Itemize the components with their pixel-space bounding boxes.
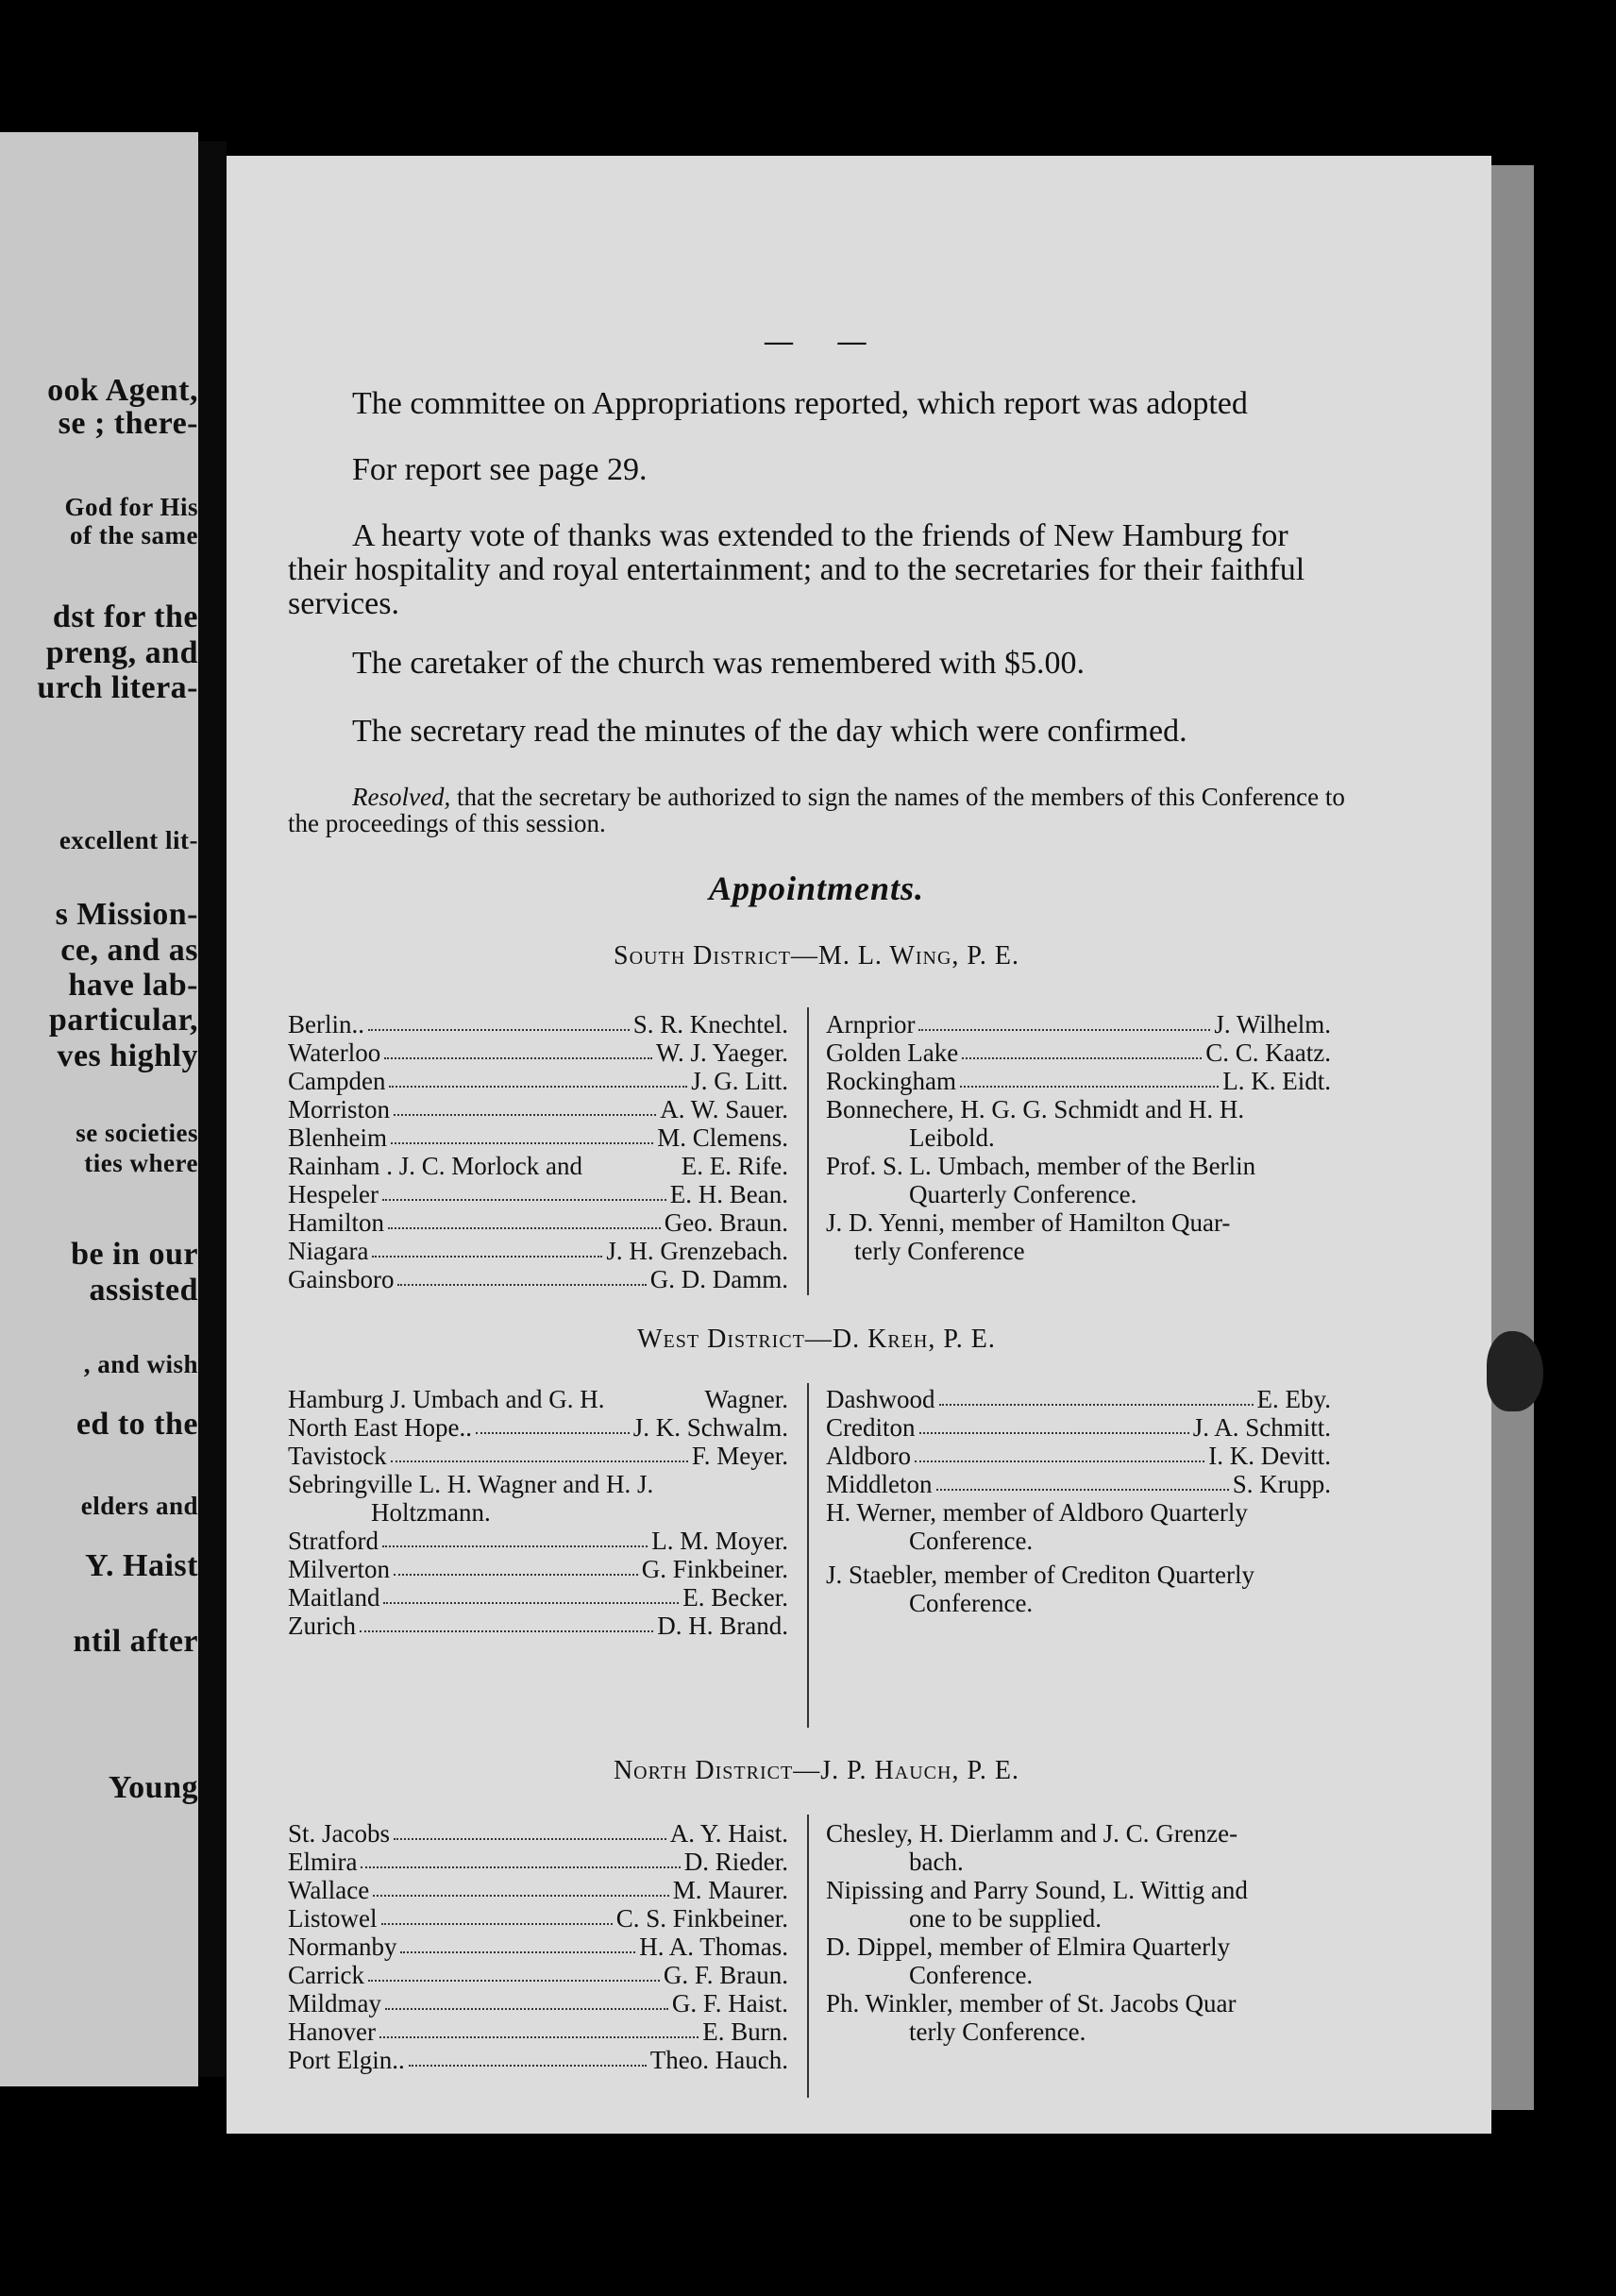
pastor-name: G. D. Damm. xyxy=(649,1265,788,1293)
place-name: Dashwood xyxy=(826,1385,935,1413)
pastor-name: F. Meyer. xyxy=(691,1442,788,1470)
note-line: bach. xyxy=(909,1848,964,1876)
appointment-entry xyxy=(826,1470,1331,1498)
left-fragment: assisted xyxy=(89,1273,198,1308)
place-name: Crediton xyxy=(826,1413,916,1442)
left-fragment: ntil after xyxy=(73,1624,198,1659)
appointment-entry xyxy=(288,1152,788,1180)
resolution-text: that the secretary be authorized to sign the names of the members of this Conference to the proceedings of this session. xyxy=(288,783,1345,837)
south-left-column xyxy=(288,1010,788,1293)
place-name: Aldboro xyxy=(826,1442,911,1470)
appointment-note xyxy=(826,1208,1331,1265)
appointment-entry xyxy=(288,1010,788,1038)
appointment-entry xyxy=(826,1010,1331,1038)
pastor-name: C. C. Kaatz. xyxy=(1205,1038,1331,1067)
appointment-note xyxy=(826,1933,1331,1989)
place-name: Niagara xyxy=(288,1237,369,1265)
appointment-entry xyxy=(288,1583,788,1612)
note-line: Quarterly Conference. xyxy=(909,1180,1137,1208)
appointment-entry xyxy=(288,1237,788,1265)
left-fragment: preng, and xyxy=(45,635,198,670)
pastor-name: E. Becker. xyxy=(682,1583,788,1612)
note-line: H. Werner, member of Aldboro Quarterly xyxy=(826,1498,1248,1527)
left-fragment: , and wish xyxy=(83,1350,198,1378)
left-fragment: elders and xyxy=(80,1492,198,1520)
pastor-name: S. Krupp. xyxy=(1232,1470,1331,1498)
left-fragment: of the same xyxy=(70,521,198,549)
district-heading-text: North District—J. P. Hauch, P. E. xyxy=(613,1756,1020,1785)
pastor-name: S. R. Knechtel. xyxy=(632,1010,788,1038)
appointment-entry xyxy=(826,1442,1331,1470)
column-divider xyxy=(807,1815,809,2098)
district-heading-south xyxy=(227,941,1406,971)
column-divider xyxy=(807,1383,809,1728)
appointment-note xyxy=(826,1095,1331,1152)
appointment-entry xyxy=(826,1413,1331,1442)
place-name: Morriston xyxy=(288,1095,390,1123)
place-name: Zurich xyxy=(288,1612,356,1640)
place-name: Blenheim xyxy=(288,1123,387,1152)
appointment-entry xyxy=(288,1442,788,1470)
appointment-entry xyxy=(288,1413,788,1442)
note-line: Leibold. xyxy=(909,1123,995,1152)
north-left-column xyxy=(288,1819,788,2074)
place-name: Elmira xyxy=(288,1848,358,1876)
place-name: Hespeler xyxy=(288,1180,379,1208)
place-name: Listowel xyxy=(288,1904,378,1933)
appointment-entry xyxy=(288,2046,788,2074)
note-line: Holtzmann. xyxy=(371,1498,491,1527)
note-line: one to be supplied. xyxy=(909,1904,1102,1933)
left-fragment: ves highly xyxy=(57,1038,198,1073)
district-heading-north xyxy=(227,1756,1406,1786)
note-line: J. Staebler, member of Crediton Quarterly xyxy=(826,1561,1255,1589)
west-left-column xyxy=(288,1385,788,1640)
place-name: Rainham . J. C. Morlock and xyxy=(288,1152,582,1180)
place-name: Berlin.. xyxy=(288,1010,364,1038)
pastor-name: J. K. Schwalm. xyxy=(632,1413,788,1442)
appointment-note xyxy=(826,1561,1331,1617)
appointments-title: Appointments. xyxy=(708,869,925,907)
place-name: Mildmay xyxy=(288,1989,381,2017)
note-line: Prof. S. L. Umbach, member of the Berlin xyxy=(826,1152,1256,1180)
note-line: Bonnechere, H. G. G. Schmidt and H. H. xyxy=(826,1095,1245,1123)
pastor-name: A. Y. Haist. xyxy=(669,1819,788,1848)
place-name: North East Hope.. xyxy=(288,1413,472,1442)
district-heading-text: West District—D. Kreh, P. E. xyxy=(637,1325,996,1354)
left-fragment: se societies xyxy=(76,1119,198,1147)
pastor-name: Geo. Braun. xyxy=(664,1208,788,1237)
place-name: Waterloo xyxy=(288,1038,381,1067)
appointment-entry xyxy=(288,1989,788,2017)
appointment-entry xyxy=(288,1612,788,1640)
appointment-entry xyxy=(288,1067,788,1095)
appointment-note xyxy=(826,1152,1331,1208)
left-fragment: have lab- xyxy=(68,968,198,1003)
appointment-note xyxy=(826,1876,1331,1933)
pastor-name: M. Maurer. xyxy=(672,1876,788,1904)
pastor-name: Wagner. xyxy=(704,1385,788,1413)
pastor-name: G. F. Haist. xyxy=(671,1989,788,2017)
left-fragment: Y. Haist xyxy=(85,1548,198,1583)
place-name: Normanby xyxy=(288,1933,397,1961)
appointment-entry xyxy=(288,1208,788,1237)
place-name: Gainsboro xyxy=(288,1265,395,1293)
page-edge xyxy=(1491,165,1534,2110)
left-fragment: urch litera- xyxy=(37,670,198,705)
pastor-name: I. K. Devitt. xyxy=(1208,1442,1331,1470)
appointment-entry xyxy=(288,1961,788,1989)
appointment-entry xyxy=(826,1385,1331,1413)
pastor-name: D. H. Brand. xyxy=(657,1612,788,1640)
place-name: Port Elgin.. xyxy=(288,2046,405,2074)
place-name: Arnprior xyxy=(826,1010,916,1038)
paragraph: For report see page 29. xyxy=(352,452,648,487)
pastor-name: J. H. Grenzebach. xyxy=(606,1237,788,1265)
left-fragment: particular, xyxy=(48,1003,198,1038)
left-fragment: God for His xyxy=(64,493,198,521)
place-name: Carrick xyxy=(288,1961,364,1989)
appointment-note xyxy=(826,1989,1331,2046)
appointment-note xyxy=(826,1498,1331,1555)
place-name: Middleton xyxy=(826,1470,933,1498)
paragraph: The committee on Appropriations reported, which report was adopted xyxy=(352,386,1248,421)
resolution-paragraph xyxy=(288,784,1345,836)
pastor-name: Theo. Hauch. xyxy=(649,2046,788,2074)
appointment-entry xyxy=(288,1876,788,1904)
left-fragment: ce, and as xyxy=(60,933,198,968)
left-fragment: s Mission- xyxy=(55,897,198,932)
appointment-entry xyxy=(826,1038,1331,1067)
pastor-name: E. Eby. xyxy=(1256,1385,1331,1413)
note-line: Nipissing and Parry Sound, L. Wittig and xyxy=(826,1876,1248,1904)
book-spine xyxy=(198,142,227,2077)
left-facing-page xyxy=(0,132,198,2086)
note-line: D. Dippel, member of Elmira Quarterly xyxy=(826,1933,1231,1961)
place-name: Hamburg J. Umbach and G. H. xyxy=(288,1385,605,1413)
south-right-column xyxy=(826,1010,1331,1265)
pastor-name: L. M. Moyer. xyxy=(651,1527,788,1555)
appointment-entry xyxy=(288,1123,788,1152)
appointment-entry xyxy=(288,1819,788,1848)
left-fragment: ties where xyxy=(84,1149,198,1177)
note-line: Conference. xyxy=(909,1589,1034,1617)
appointment-note xyxy=(826,1819,1331,1876)
appointment-note xyxy=(288,1470,788,1527)
place-name: Wallace xyxy=(288,1876,370,1904)
place-name: Campden xyxy=(288,1067,386,1095)
north-right-column xyxy=(826,1819,1331,2046)
left-fragment: ook Agent, xyxy=(47,373,198,408)
place-name: Tavistock xyxy=(288,1442,387,1470)
appointment-entry xyxy=(288,2017,788,2046)
pastor-name: G. F. Braun. xyxy=(663,1961,788,1989)
left-fragment: ed to the xyxy=(76,1407,198,1442)
appointment-entry xyxy=(288,1095,788,1123)
place-name: Hamilton xyxy=(288,1208,384,1237)
note-line: Conference. xyxy=(909,1527,1034,1555)
ink-stain xyxy=(1487,1331,1543,1411)
left-fragment: Young xyxy=(108,1770,198,1805)
left-fragment: be in our xyxy=(71,1237,198,1272)
district-heading-text: South District—M. L. Wing, P. E. xyxy=(614,941,1019,971)
pastor-name: J. Wilhelm. xyxy=(1214,1010,1331,1038)
west-right-column xyxy=(826,1385,1331,1617)
appointment-entry xyxy=(288,1848,788,1876)
note-line: Ph. Winkler, member of St. Jacobs Quar xyxy=(826,1989,1237,2017)
page-header-marks: — — xyxy=(765,326,885,357)
place-name: St. Jacobs xyxy=(288,1819,390,1848)
pastor-name: L. K. Eidt. xyxy=(1222,1067,1331,1095)
paragraph: The secretary read the minutes of the day which were confirmed. xyxy=(352,714,1187,749)
pastor-name: A. W. Sauer. xyxy=(660,1095,788,1123)
place-name: Rockingham xyxy=(826,1067,956,1095)
pastor-name: E. H. Bean. xyxy=(669,1180,788,1208)
appointment-entry xyxy=(288,1527,788,1555)
district-heading-west xyxy=(227,1325,1406,1355)
pastor-name: E. E. Rife. xyxy=(681,1152,788,1180)
pastor-name: J. A. Schmitt. xyxy=(1192,1413,1331,1442)
pastor-name: C. S. Finkbeiner. xyxy=(615,1904,788,1933)
appointment-entry xyxy=(826,1067,1331,1095)
paragraph: A hearty vote of thanks was extended to the friends of New Hamburg for their hospitality and royal entertainment; and to the secretaries for their faithful services. xyxy=(288,518,1305,621)
note-line: Sebringville L. H. Wagner and H. J. xyxy=(288,1470,654,1498)
resolved-label: Resolved, xyxy=(352,783,451,811)
left-fragment: se ; there- xyxy=(58,406,198,441)
place-name: Hanover xyxy=(288,2017,376,2046)
pastor-name: H. A. Thomas. xyxy=(639,1933,788,1961)
appointment-entry xyxy=(288,1555,788,1583)
appointment-entry xyxy=(288,1385,788,1413)
appointment-entry xyxy=(288,1933,788,1961)
pastor-name: J. G. Litt. xyxy=(691,1067,788,1095)
note-line: terly Conference. xyxy=(909,2017,1086,2046)
appointment-entry xyxy=(288,1180,788,1208)
place-name: Maitland xyxy=(288,1583,380,1612)
place-name: Golden Lake xyxy=(826,1038,959,1067)
pastor-name: E. Burn. xyxy=(702,2017,788,2046)
paragraph: The caretaker of the church was remembered with $5.00. xyxy=(352,646,1085,681)
pastor-name: W. J. Yaeger. xyxy=(655,1038,788,1067)
pastor-name: D. Rieder. xyxy=(683,1848,788,1876)
appointment-entry xyxy=(288,1904,788,1933)
note-line: Chesley, H. Dierlamm and J. C. Grenze- xyxy=(826,1819,1238,1848)
main-page xyxy=(227,156,1491,2134)
column-divider xyxy=(807,1007,809,1295)
appointment-entry xyxy=(288,1265,788,1293)
note-line: J. D. Yenni, member of Hamilton Quar- xyxy=(826,1208,1231,1237)
left-fragment: dst for the xyxy=(52,599,198,634)
note-line: Conference. xyxy=(909,1961,1034,1989)
note-line: terly Conference xyxy=(854,1237,1025,1265)
appointment-entry xyxy=(288,1038,788,1067)
pastor-name: G. Finkbeiner. xyxy=(641,1555,788,1583)
place-name: Milverton xyxy=(288,1555,390,1583)
place-name: Stratford xyxy=(288,1527,379,1555)
left-fragment: excellent lit- xyxy=(59,826,198,854)
pastor-name: M. Clemens. xyxy=(657,1123,788,1152)
